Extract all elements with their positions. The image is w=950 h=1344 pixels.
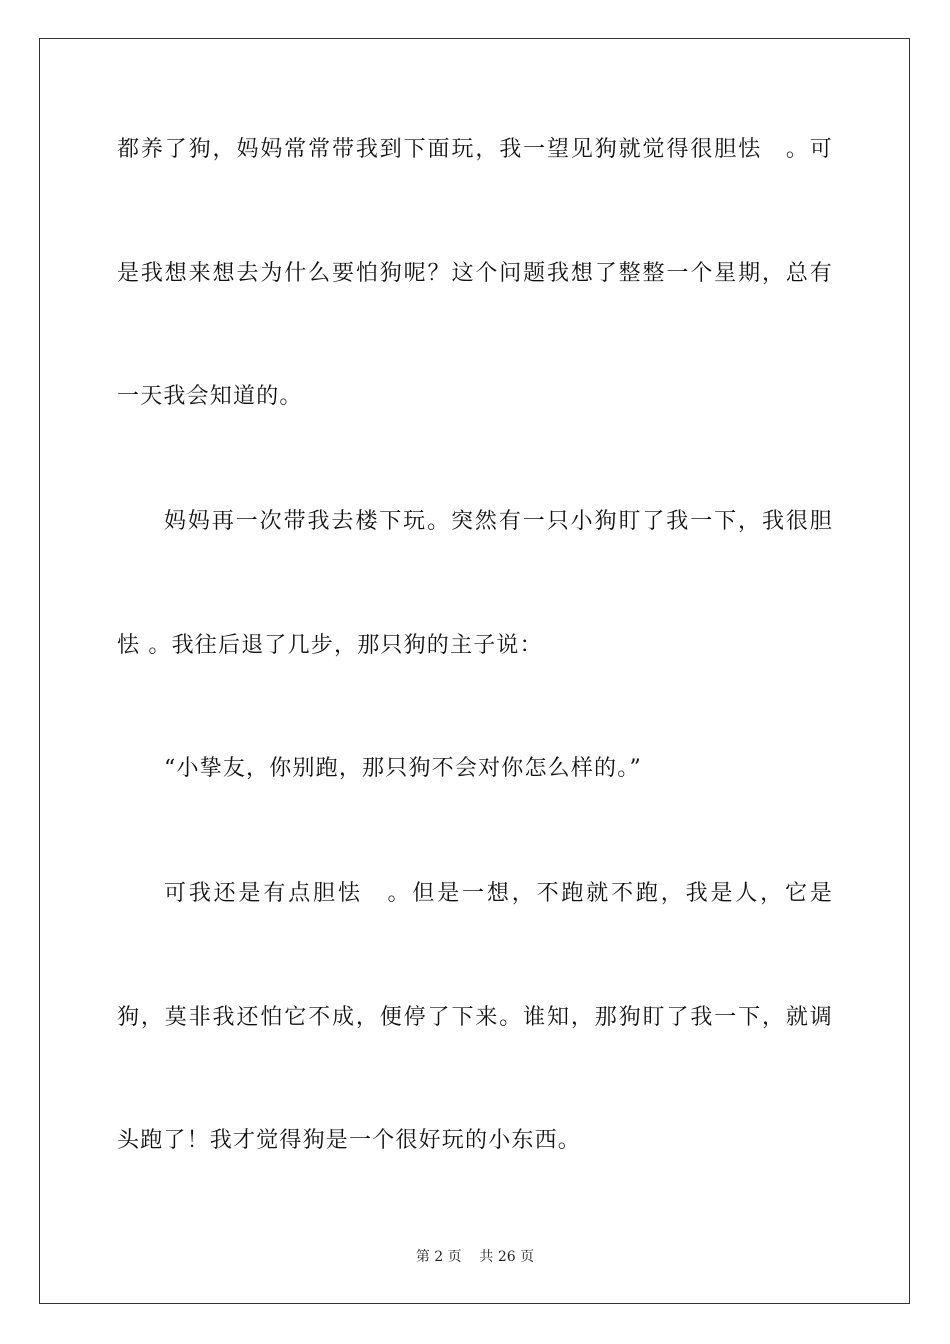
paragraph-line-7: 可我还是有点胆怯 。但是一想，不跑就不跑，我是人，它是 [164, 881, 833, 906]
paragraph-line-9: 头跑了！我才觉得狗是一个很好玩的小东西。 [117, 1128, 582, 1153]
paragraph-line-3: 一天我会知道的。 [117, 384, 303, 409]
paragraph-line-1: 都养了狗，妈妈常常带我到下面玩，我一望见狗就觉得很胆怯 。可 [117, 137, 833, 162]
paragraph-line-8: 狗，莫非我还怕它不成，便停了下来。谁知，那狗盯了我一下，就调 [117, 1005, 833, 1030]
page-border [39, 38, 910, 1304]
paragraph-line-2: 是我想来想去为什么要怕狗呢？这个问题我想了整整一个星期，总有 [117, 261, 833, 286]
page-number-footer: 第 2 页 共 26 页 [415, 1249, 535, 1265]
paragraph-line-6: “小挚友，你别跑，那只狗不会对你怎么样的。” [164, 756, 642, 781]
paragraph-line-4: 妈妈再一次带我去楼下玩。突然有一只小狗盯了我一下，我很胆 [164, 509, 833, 534]
paragraph-line-5: 怯 。我往后退了几步，那只狗的主子说： [117, 633, 543, 658]
